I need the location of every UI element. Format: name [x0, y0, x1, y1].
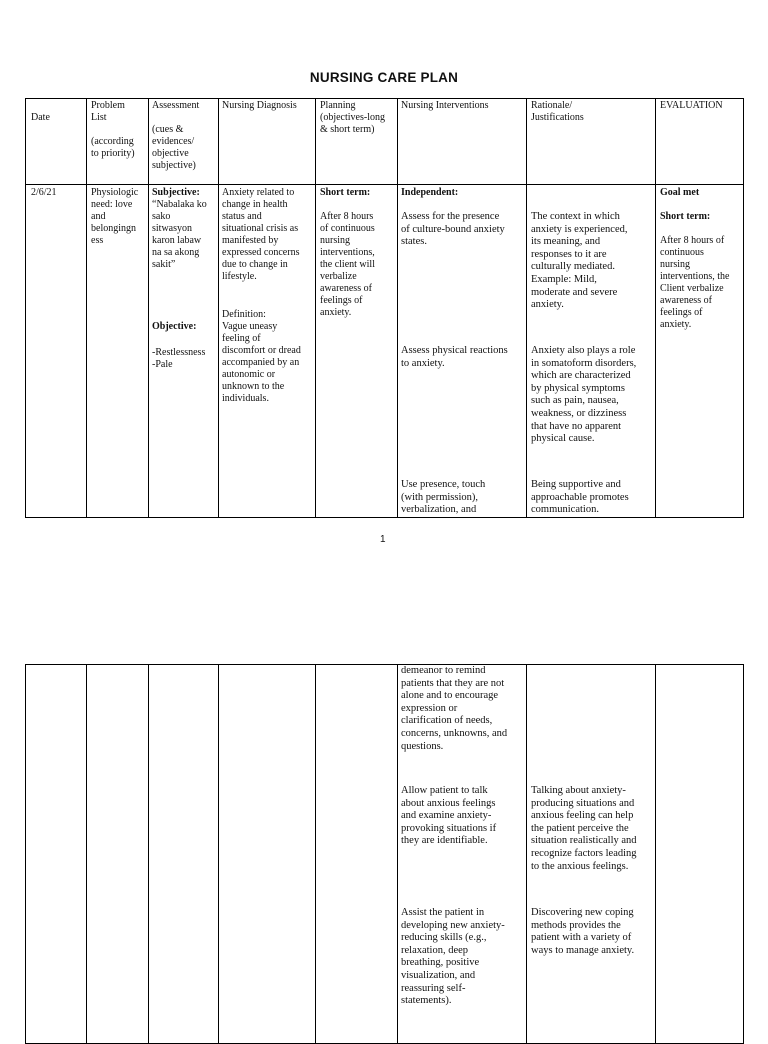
header-date: Date — [31, 112, 50, 123]
problem-list-entry: Physiologic need: love and belongingn ess — [91, 187, 139, 246]
objective-label: Objective: — [152, 321, 197, 332]
column-divider — [397, 665, 398, 1043]
intervention-new-coping-skills: Assist the patient in developing new anxiety- reducing skills (e.g., relaxation, deep breathing, positive visualization, and reassuring self- statements). — [401, 907, 505, 1007]
page-number: 1 — [380, 534, 386, 545]
care-plan-table-continued — [25, 664, 744, 1044]
evaluation-short-term-result: After 8 hours of continuous nursing interventions, the Client verbalize awareness of feelings of anxiety. — [660, 235, 730, 330]
rationale-cultural-context: The context in which anxiety is experienced, its meaning, and responses to it are culturally mediated. Example: Mild, moderate and severe anxiety. — [531, 211, 628, 311]
header-problem-list: Problem List (according to priority) — [91, 100, 135, 159]
nursing-diagnosis-text: Anxiety related to change in health status and situational crisis as manifested by expressed concerns due to change in lifestyle. — [222, 187, 300, 282]
evaluation-goal-met: Goal met — [660, 187, 700, 198]
header-evaluation: EVALUATION — [660, 100, 723, 111]
column-divider — [397, 99, 398, 517]
rationale-supportive: Being supportive and approachable promotes communication. — [531, 479, 629, 516]
independent-label: Independent: — [401, 187, 459, 198]
header-divider — [26, 184, 743, 185]
column-divider — [86, 665, 87, 1043]
header-nursing-interventions: Nursing Interventions — [401, 100, 489, 111]
row-date: 2/6/21 — [31, 187, 57, 198]
column-divider — [655, 99, 656, 517]
subjective-cue: “Nabalaka ko sako sitwasyon karon labaw na sa akong sakit” — [152, 199, 207, 270]
rationale-talking-about-anxiety: Talking about anxiety- producing situations and anxious feeling can help the patient perceive the situation realistically and recognize factors leading to the anxious feelings. — [531, 785, 637, 872]
column-divider — [218, 99, 219, 517]
column-divider — [526, 665, 527, 1043]
intervention-presence-touch-continued: demeanor to remind patients that they are not alone and to encourage expression or clarification of needs, concerns, unknowns, and questions. — [401, 665, 508, 752]
header-planning: Planning (objectives-long & short term) — [320, 100, 385, 135]
column-divider — [86, 99, 87, 517]
column-divider — [315, 99, 316, 517]
intervention-talk-about-feelings: Allow patient to talk about anxious feelings and examine anxiety- provoking situations if they are identifiable. — [401, 785, 497, 847]
subjective-label: Subjective: — [152, 187, 200, 198]
column-divider — [315, 665, 316, 1043]
header-assessment: Assessment (cues & evidences/ objective subjective) — [152, 100, 200, 171]
column-divider — [526, 99, 527, 517]
header-nursing-diagnosis: Nursing Diagnosis — [222, 100, 297, 111]
intervention-culture-bound: Assess for the presence of culture-bound anxiety states. — [401, 211, 505, 248]
column-divider — [655, 665, 656, 1043]
planning-short-term-label: Short term: — [320, 187, 371, 198]
care-plan-table — [25, 98, 744, 518]
intervention-presence-touch: Use presence, touch (with permission), verbalization, and — [401, 479, 486, 516]
column-divider — [218, 665, 219, 1043]
intervention-physical-reactions: Assess physical reactions to anxiety. — [401, 345, 508, 369]
column-divider — [148, 99, 149, 517]
diagnosis-definition: Definition: Vague uneasy feeling of discomfort or dread accompanied by an autonomic or unknown to the individuals. — [222, 309, 301, 404]
objective-cue: -Restlessness -Pale — [152, 347, 206, 370]
evaluation-short-term-label: Short term: — [660, 211, 711, 222]
document-title: NURSING CARE PLAN — [309, 70, 459, 85]
rationale-new-coping-methods: Discovering new coping methods provides the patient with a variety of ways to manage anxiety. — [531, 907, 635, 956]
planning-short-term-goal: After 8 hours of continuous nursing interventions, the client will verbalize awareness of feelings of anxiety. — [320, 211, 375, 318]
header-rationale: Rationale/ Justifications — [531, 100, 584, 123]
rationale-somatoform: Anxiety also plays a role in somatoform disorders, which are characterized by physical symptoms such as pain, nausea, weakness, or dizziness that have no apparent physical cause. — [531, 345, 637, 445]
column-divider — [148, 665, 149, 1043]
